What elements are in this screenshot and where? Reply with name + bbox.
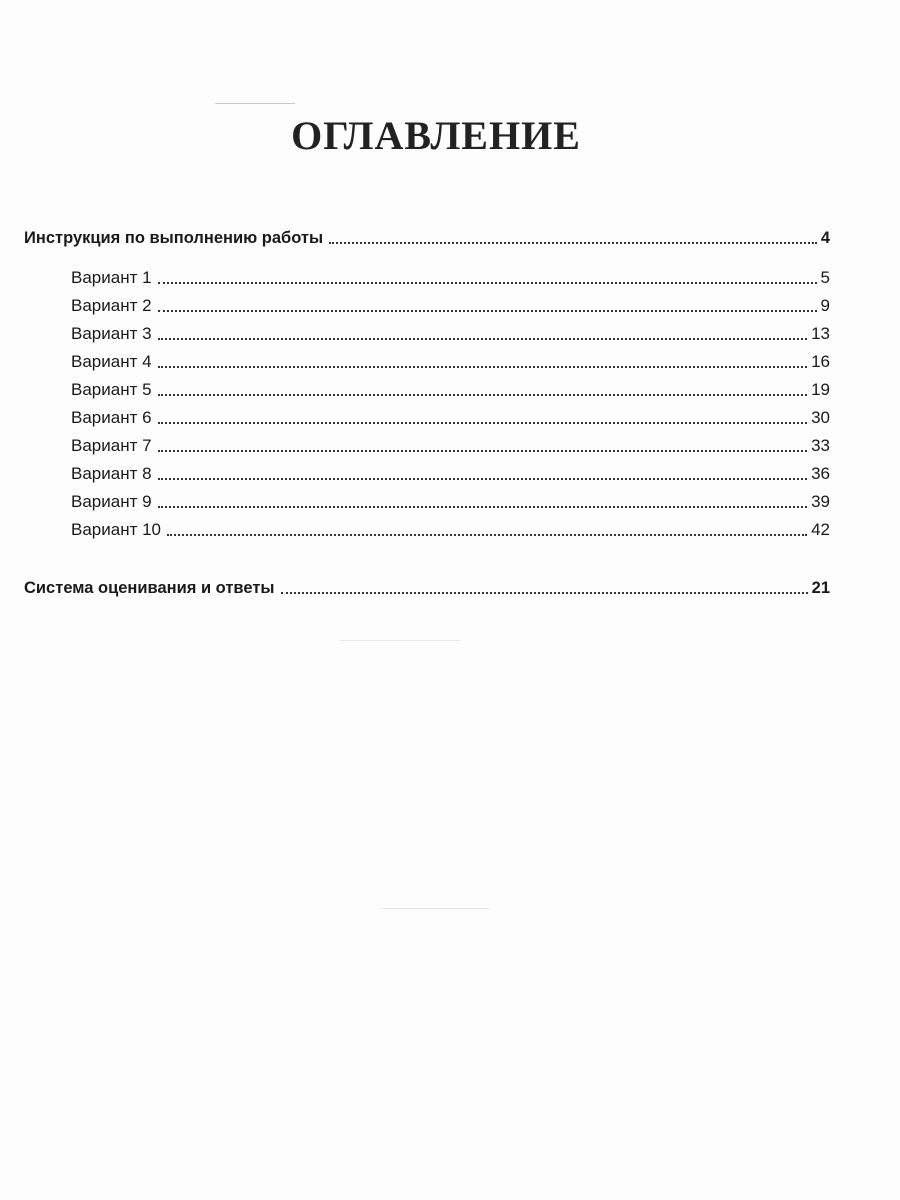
- toc-leader-dots: [158, 282, 817, 284]
- top-rule: [215, 103, 295, 104]
- toc-leader-dots: [329, 242, 817, 244]
- toc-entry-page: 4: [820, 229, 830, 247]
- toc-leader-dots: [158, 366, 808, 368]
- toc-entry[interactable]: [71, 430, 830, 456]
- toc-entry[interactable]: [71, 402, 830, 428]
- toc-entry-page: 16: [811, 352, 830, 371]
- toc-entry-label: Вариант 10: [71, 520, 162, 539]
- toc-entry[interactable]: [71, 262, 830, 288]
- toc-leader-dots: [281, 592, 808, 594]
- toc-entry-label: Вариант 3: [71, 324, 152, 343]
- toc-entry-page: 5: [820, 268, 830, 287]
- toc-entry[interactable]: [71, 458, 830, 484]
- toc-entry-label: Вариант 1: [71, 268, 152, 287]
- toc-entry[interactable]: [24, 572, 830, 598]
- toc-entry[interactable]: [24, 222, 830, 248]
- toc-leader-dots: [158, 450, 808, 452]
- toc-entry-page: 39: [811, 492, 830, 511]
- toc-entry-label: Вариант 2: [71, 296, 152, 315]
- bleed-through-mark: [340, 640, 460, 641]
- toc-entry-page: 19: [811, 380, 830, 399]
- toc-entry-label: Инструкция по выполнению работы: [24, 229, 324, 247]
- toc-entry[interactable]: [71, 486, 830, 512]
- toc-leader-dots: [158, 478, 808, 480]
- toc-entry[interactable]: [71, 318, 830, 344]
- toc-entry-page: 9: [820, 296, 830, 315]
- toc-leader-dots: [158, 422, 808, 424]
- toc-entry-page: 13: [811, 324, 830, 343]
- toc-entry[interactable]: [71, 374, 830, 400]
- toc-entry-label: Вариант 4: [71, 352, 152, 371]
- toc-entry[interactable]: [71, 514, 830, 540]
- toc-entry-label: Вариант 8: [71, 464, 152, 483]
- page-title: ОГЛАВЛЕНИЕ: [291, 113, 581, 158]
- toc-entry[interactable]: [71, 346, 830, 372]
- toc-entry-page: 30: [811, 408, 830, 427]
- toc-entry-label: Вариант 5: [71, 380, 152, 399]
- toc-leader-dots: [158, 338, 808, 340]
- toc-entry-page: 21: [811, 579, 830, 597]
- toc-entry-label: Вариант 6: [71, 408, 152, 427]
- toc-entry-label: Вариант 9: [71, 492, 152, 511]
- toc-entry[interactable]: [71, 290, 830, 316]
- toc-leader-dots: [158, 310, 817, 312]
- toc-entry-label: Вариант 7: [71, 436, 152, 455]
- toc-entry-page: 36: [811, 464, 830, 483]
- toc-entry-label: Система оценивания и ответы: [24, 579, 275, 597]
- toc-entry-page: 42: [811, 520, 830, 539]
- toc-leader-dots: [167, 534, 807, 536]
- toc-leader-dots: [158, 394, 808, 396]
- toc-leader-dots: [158, 506, 808, 508]
- bleed-through-mark: [380, 908, 490, 909]
- toc-entry-page: 33: [811, 436, 830, 455]
